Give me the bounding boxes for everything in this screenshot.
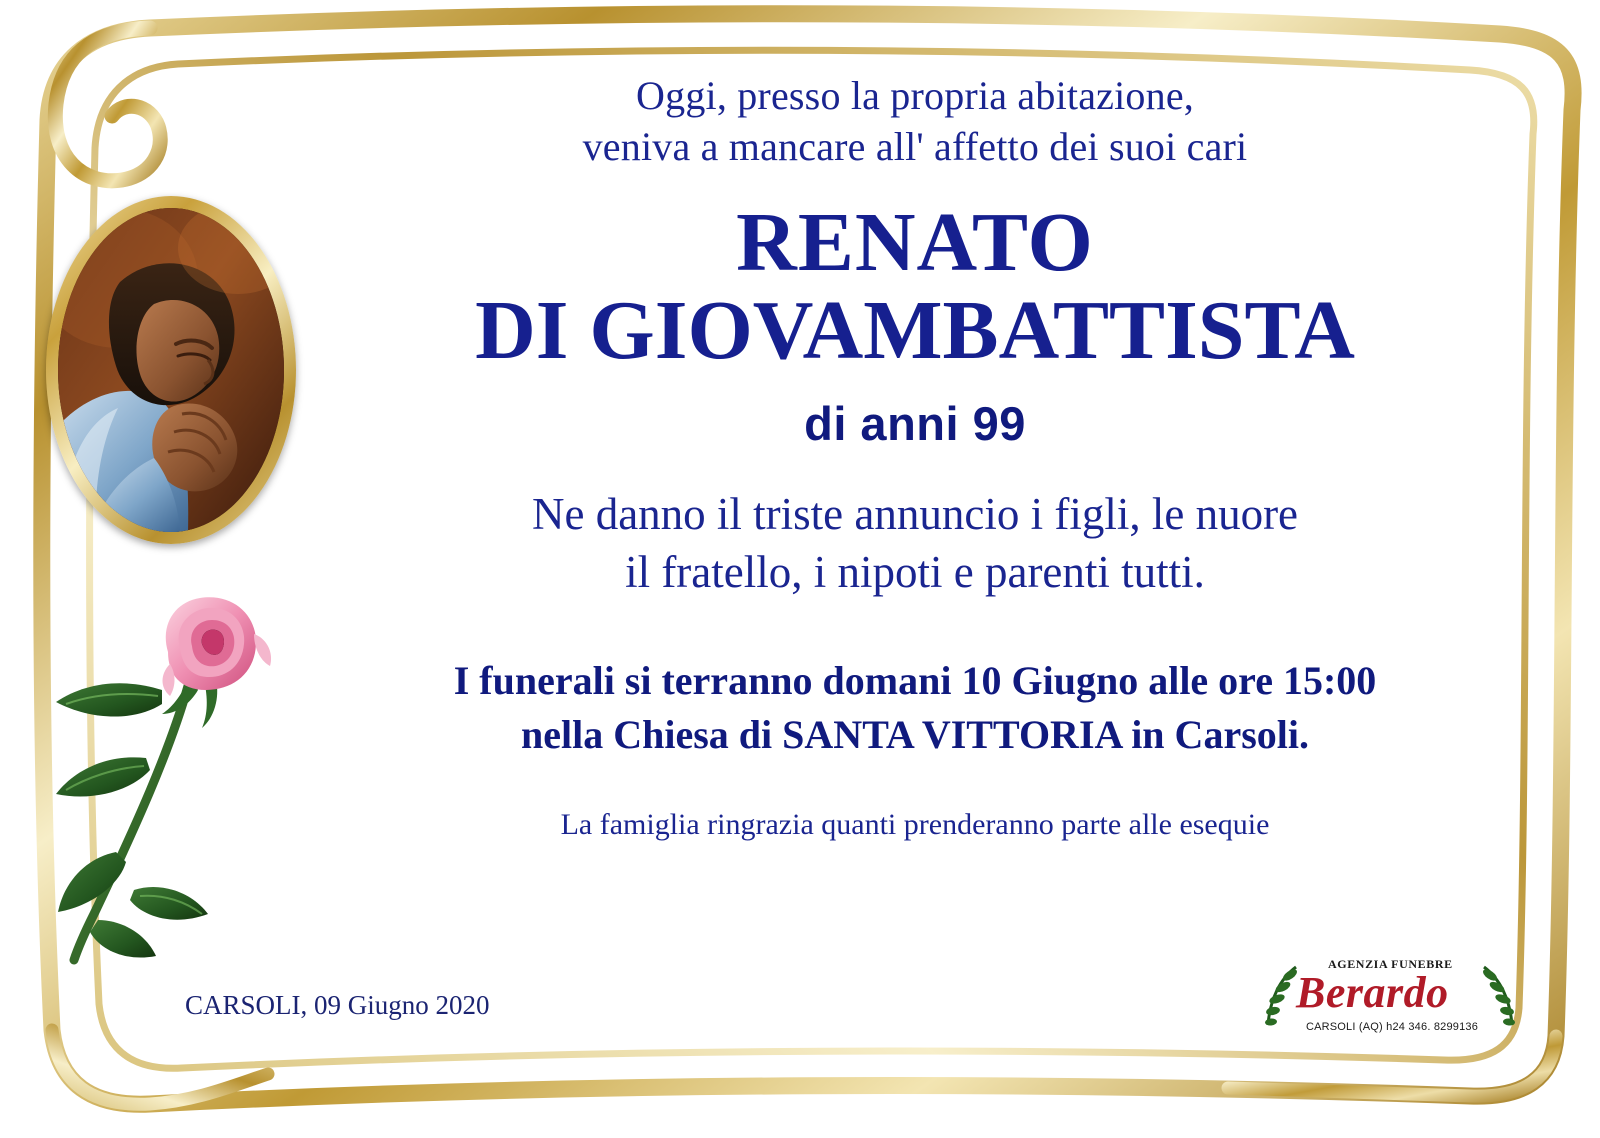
funeral-line-1: I funerali si terranno domani 10 Giugno alle ore 15:00 xyxy=(453,657,1377,703)
notice-text-block xyxy=(300,70,1530,842)
portrait-image xyxy=(58,208,284,532)
first-name: RENATO xyxy=(736,196,1094,290)
intro-line-1: Oggi, presso la propria abitazione, xyxy=(636,73,1194,118)
deceased-name xyxy=(300,196,1530,378)
pink-rose-icon xyxy=(50,590,320,990)
thanks-text: La famiglia ringrazia quanti prenderanno parte alle esequie xyxy=(560,807,1270,841)
agency-top-label: AGENZIA FUNEBRE xyxy=(1328,957,1453,971)
intro-text xyxy=(300,70,1530,172)
agency-contact: CARSOLI (AQ) h24 346. 8299136 xyxy=(1305,1021,1479,1033)
agency-logo xyxy=(1270,955,1510,1045)
laurel-branch-icon-right xyxy=(1478,963,1518,1029)
announcement-line-2: il fratello, i nipoti e parenti tutti. xyxy=(625,547,1205,598)
place-and-date: CARSOLI, 09 Giugno 2020 xyxy=(185,990,490,1020)
agency-name: Berardo xyxy=(1296,968,1449,1017)
portrait-oval xyxy=(46,196,296,544)
funeral-details xyxy=(300,654,1530,762)
funeral-line-2: nella Chiesa di SANTA VITTORIA in Carsoli. xyxy=(521,711,1309,757)
last-name: DI GIOVAMBATTISTA xyxy=(475,284,1355,378)
praying-figure-icon xyxy=(58,208,284,532)
announcement-text xyxy=(300,485,1530,602)
announcement-line-1: Ne danno il triste annuncio i figli, le nuore xyxy=(531,488,1299,539)
intro-line-2: veniva a mancare all' affetto dei suoi cari xyxy=(582,124,1248,170)
age-text: di anni 99 xyxy=(804,396,1026,450)
